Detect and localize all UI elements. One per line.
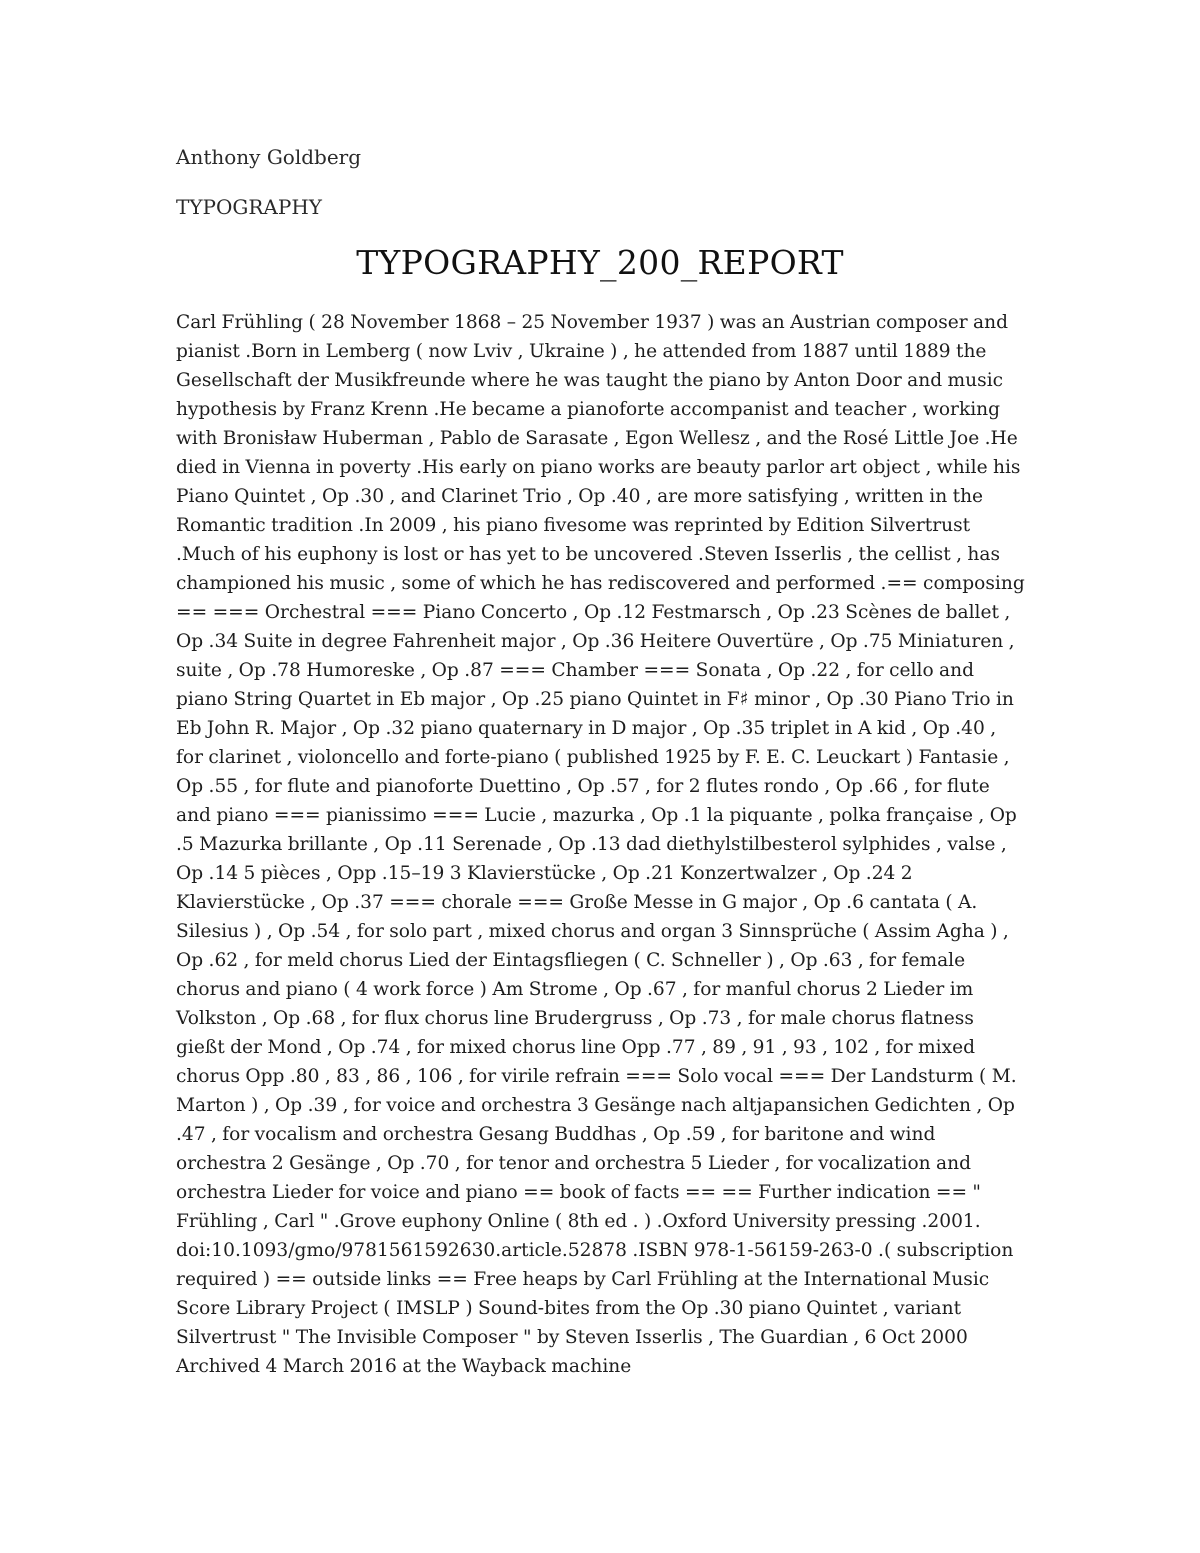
course-name: TYPOGRAPHY	[176, 195, 322, 219]
report-title: TYPOGRAPHY_200_REPORT	[356, 243, 844, 282]
report-body: Carl Frühling ( 28 November 1868 – 25 November 1937 ) was an Austrian composer and pianist .Born in Lemberg ( now Lviv , Ukraine ) , he attended from 1887 until 1889 the Gesellschaft der Musikfreunde where he was taught the piano by Anton Door and music hypothesis by Franz Krenn .He became a pianoforte accompanist and teacher , working with Bronisław Huberman , Pablo de Sarasate , Egon Wellesz , and the Rosé Little Joe .He died in Vienna in poverty .His early on piano works are beauty parlor art object , while his Piano Quintet , Op .30 , and Clarinet Trio , Op .40 , are more satisfying , written in the Romantic tradition .In 2009 , his piano fivesome was reprinted by Edition Silvertrust .Much of his euphony is lost or has yet to be uncovered .Steven Isserlis , the cellist , has championed his music , some of which he has rediscovered and performed .== composing == === Orchestral === Piano Concerto , Op .12 Festmarsch , Op .23 Scènes de ballet , Op .34 Suite in degree Fahrenheit major , Op .36 Heitere Ouvertüre , Op .75 Miniaturen , suite , Op .78 Humoreske , Op .87 === Chamber === Sonata , Op .22 , for cello and piano String Quartet in Eb major , Op .25 piano Quintet in F♯ minor , Op .30 Piano Trio in Eb John R. Major , Op .32 piano quaternary in D major , Op .35 triplet in A kid , Op .40 , for clarinet , violoncello and forte-piano ( published 1925 by F. E. C. Leuckart ) Fantasie , Op .55 , for flute and pianoforte Duettino , Op .57 , for 2 flutes rondo , Op .66 , for flute and piano === pianissimo === Lucie , mazurka , Op .1 la piquante , polka française , Op .5 Mazurka brillante , Op .11 Serenade , Op .13 dad diethylstilbesterol sylphides , valse , Op .14 5 pièces , Opp .15–19 3 Klavierstücke , Op .21 Konzertwalzer , Op .24 2 Klavierstücke , Op .37 === chorale === Große Messe in G major , Op .6 cantata ( A. Silesius ) , Op .54 , for solo part , mixed chorus and organ 3 Sinnsprüche ( Assim Agha ) , Op .62 , for meld chorus Lied der Eintagsfliegen ( C. Schneller ) , Op .63 , for female chorus and piano ( 4 work force ) Am Strome , Op .67 , for manful chorus 2 Lieder im Volkston , Op .68 , for flux chorus line Brudergruss , Op .73 , for male chorus flatness gießt der Mond , Op .74 , for mixed chorus line Opp .77 , 89 , 91 , 93 , 102 , for mixed chorus Opp .80 , 83 , 86 , 106 , for virile refrain === Solo vocal === Der Landsturm ( M. Marton ) , Op .39 , for voice and orchestra 3 Gesänge nach altjapansichen Gedichten , Op .47 , for vocalism and orchestra Gesang Buddhas , Op .59 , for baritone and wind orchestra 2 Gesänge , Op .70 , for tenor and orchestra 5 Lieder , for vocalization and orchestra Lieder for voice and piano == book of facts == == Further indication == " Frühling , Carl " .Grove euphony Online ( 8th ed . ) .Oxford University pressing .2001. doi:10.1093/gmo/9781561592630.article.52878 .ISBN 978-1-56159-263-0 .( subscription required ) == outside links == Free heaps by Carl Frühling at the International Music Score Library Project ( IMSLP ) Sound-bites from the Op .30 piano Quintet , variant Silvertrust " The Invisible Composer " by Steven Isserlis , The Guardian , 6 Oct 2000 Archived 4 March 2016 at the Wayback machine	[176, 312, 1025, 1377]
author-name: Anthony Goldberg	[176, 145, 362, 169]
